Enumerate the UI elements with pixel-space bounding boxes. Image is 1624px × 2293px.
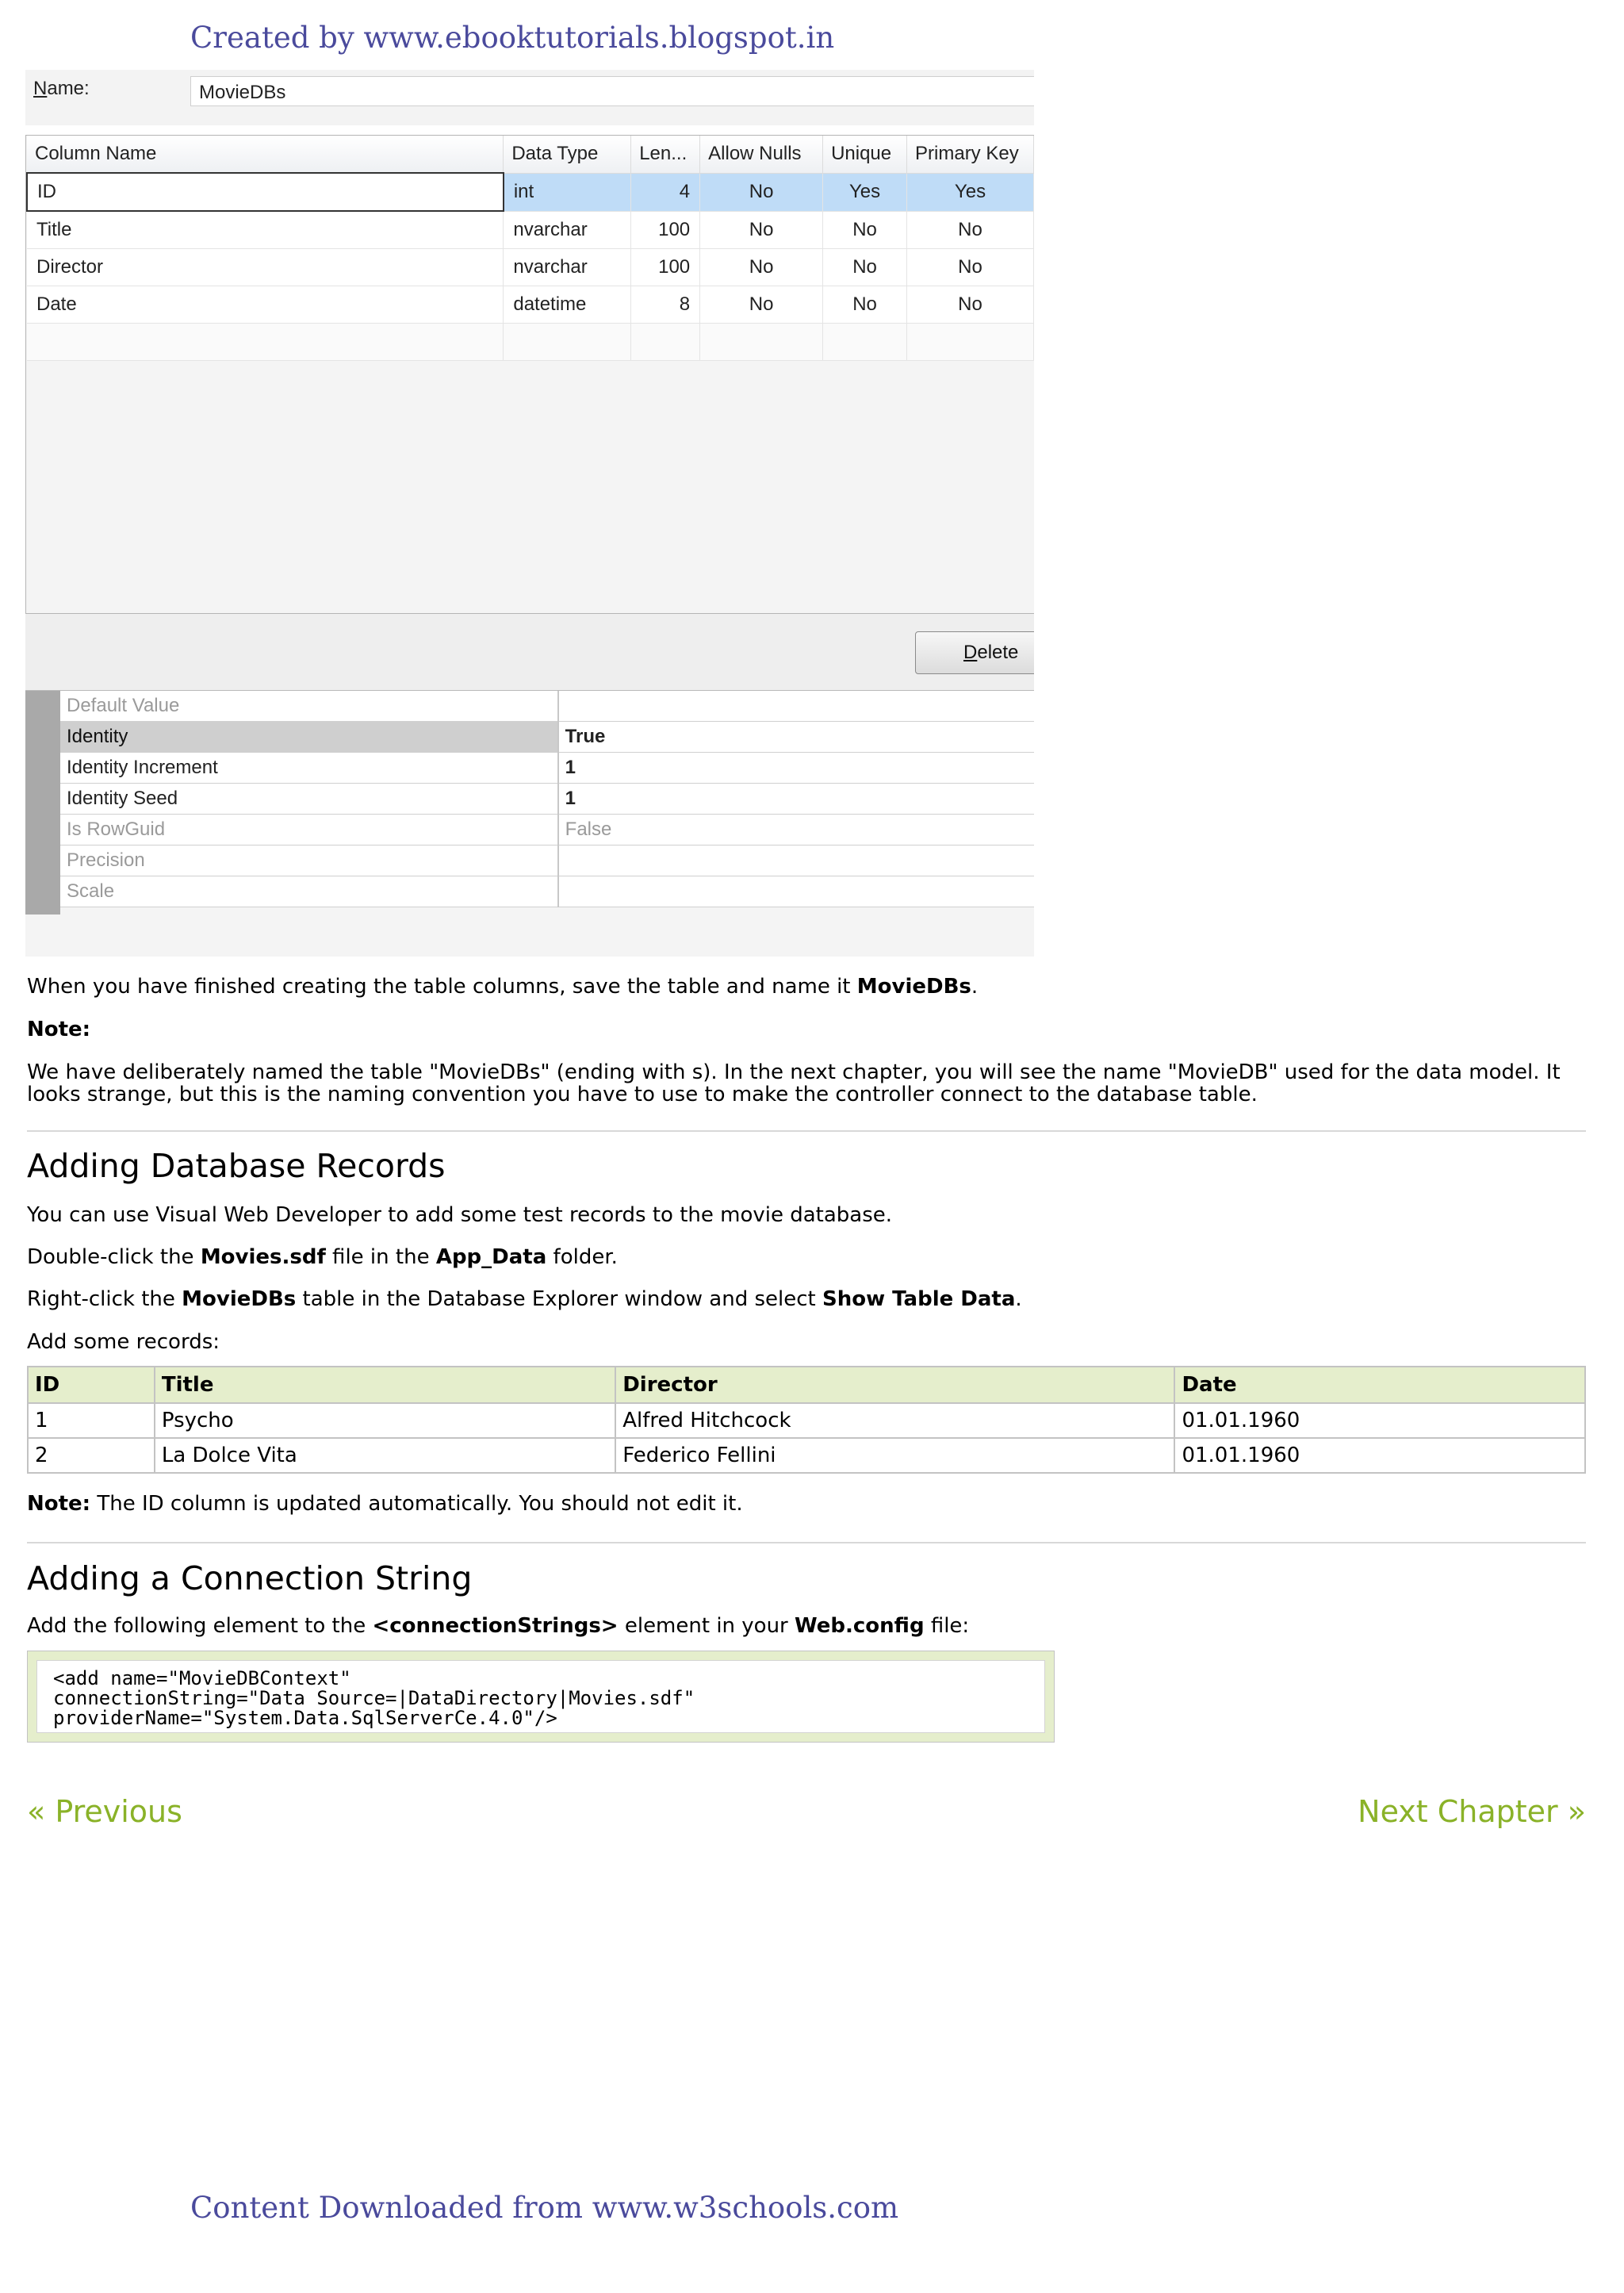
records-header-cell: Date <box>1174 1367 1585 1403</box>
primary-key-cell[interactable] <box>907 324 1034 361</box>
paragraph-add-records: Add some records: <box>27 1330 220 1354</box>
length-cell[interactable]: 100 <box>631 211 700 249</box>
table-name-input[interactable]: MovieDBs <box>190 76 1034 106</box>
unique-cell[interactable]: No <box>823 286 907 324</box>
paragraph-save-table: When you have finished creating the table columns, save the table and name it MovieDBs. <box>27 975 979 999</box>
paragraph-naming-note: We have deliberately named the table "MovieDBs" (ending with s). In the next chapter, you will see the name "MovieDB" used for the data model. It looks strange, but this is the naming convention you have to use to make the controller connect to the database table. <box>27 1060 1561 1106</box>
property-key: Identity <box>60 722 558 753</box>
footer-credit: Content Downloaded from www.w3schools.com <box>190 2191 899 2225</box>
property-value[interactable]: 1 <box>558 784 1034 815</box>
property-key: Default Value <box>60 691 558 722</box>
data-type-cell[interactable] <box>504 324 631 361</box>
property-value[interactable] <box>558 691 1034 722</box>
column-header[interactable]: Data Type <box>504 136 631 173</box>
button-band <box>25 614 1034 690</box>
heading-adding-records: Adding Database Records <box>27 1147 446 1185</box>
unique-cell[interactable]: No <box>823 249 907 286</box>
records-cell: Psycho <box>155 1403 615 1438</box>
column-row-empty[interactable] <box>27 324 1034 361</box>
column-header[interactable]: Allow Nulls <box>700 136 823 173</box>
columns-grid <box>25 135 1034 614</box>
records-cell: 01.01.1960 <box>1174 1403 1585 1438</box>
properties-gutter <box>25 691 60 915</box>
property-key: Identity Seed <box>60 784 558 815</box>
table-designer-screenshot <box>25 70 1034 957</box>
property-value[interactable]: 1 <box>558 753 1034 784</box>
unique-cell[interactable]: No <box>823 211 907 249</box>
allow-nulls-cell[interactable]: No <box>700 249 823 286</box>
column-row[interactable] <box>27 286 1034 324</box>
table-row <box>28 1438 1585 1473</box>
records-cell: Alfred Hitchcock <box>615 1403 1174 1438</box>
previous-link[interactable]: « Previous <box>27 1794 182 1829</box>
unique-cell[interactable]: Yes <box>823 173 907 211</box>
unique-cell[interactable] <box>823 324 907 361</box>
column-row-selected[interactable] <box>27 173 1034 211</box>
records-header-cell: Director <box>615 1367 1174 1403</box>
paragraph-test-records: You can use Visual Web Developer to add some test records to the movie database. <box>27 1203 893 1227</box>
property-row-selected[interactable] <box>60 722 1034 753</box>
length-cell[interactable]: 100 <box>631 249 700 286</box>
property-key: Precision <box>60 845 558 876</box>
column-name-cell[interactable]: ID <box>27 173 504 211</box>
property-value[interactable]: False <box>558 815 1034 845</box>
next-chapter-link[interactable]: Next Chapter » <box>1358 1794 1586 1829</box>
property-row[interactable] <box>60 815 1034 845</box>
property-key: Scale <box>60 876 558 907</box>
data-type-cell[interactable]: datetime <box>504 286 631 324</box>
primary-key-cell[interactable]: No <box>907 286 1034 324</box>
data-type-cell[interactable]: nvarchar <box>504 249 631 286</box>
column-header[interactable]: Column Name <box>27 136 504 173</box>
primary-key-cell[interactable]: No <box>907 249 1034 286</box>
paragraph-double-click: Double-click the Movies.sdf file in the App_Data folder. <box>27 1245 618 1269</box>
property-row[interactable] <box>60 784 1034 815</box>
property-key: Identity Increment <box>60 753 558 784</box>
length-cell[interactable]: 8 <box>631 286 700 324</box>
primary-key-cell[interactable]: Yes <box>907 173 1034 211</box>
table-name-row <box>25 70 1034 125</box>
paragraph-add-element: Add the following element to the <connectionStrings> element in your Web.config file: <box>27 1614 970 1638</box>
allow-nulls-cell[interactable]: No <box>700 211 823 249</box>
data-type-cell[interactable]: int <box>504 173 631 211</box>
divider <box>27 1542 1586 1543</box>
header-credit: Created by www.ebooktutorials.blogspot.in <box>190 21 835 55</box>
records-header-cell: Title <box>155 1367 615 1403</box>
column-header[interactable]: Unique <box>823 136 907 173</box>
column-row[interactable] <box>27 249 1034 286</box>
note-label: Note: <box>27 1018 91 1041</box>
primary-key-cell[interactable]: No <box>907 211 1034 249</box>
property-value[interactable] <box>558 876 1034 907</box>
code-example <box>27 1651 1055 1743</box>
columns-table <box>26 136 1034 361</box>
table-name-label: Name: <box>33 78 90 99</box>
table-row <box>28 1403 1585 1438</box>
divider <box>27 1130 1586 1132</box>
paragraph-id-note: Note: The ID column is updated automatically. You should not edit it. <box>27 1492 743 1516</box>
code-block: <add name="MovieDBContext" connectionString="Data Source=|DataDirectory|Movies.sdf" providerName="System.Data.SqlServerCe.4.0"/> <box>36 1660 1045 1733</box>
allow-nulls-cell[interactable]: No <box>700 173 823 211</box>
records-header-cell: ID <box>28 1367 155 1403</box>
property-row[interactable] <box>60 691 1034 722</box>
records-cell: 01.01.1960 <box>1174 1438 1585 1473</box>
length-cell[interactable]: 4 <box>631 173 700 211</box>
column-row[interactable] <box>27 211 1034 249</box>
allow-nulls-cell[interactable]: No <box>700 286 823 324</box>
records-header-row <box>28 1367 1585 1403</box>
heading-connection-string: Adding a Connection String <box>27 1559 473 1597</box>
column-header[interactable]: Len... <box>631 136 700 173</box>
records-cell: Federico Fellini <box>615 1438 1174 1473</box>
column-name-cell[interactable]: Date <box>27 286 504 324</box>
records-table <box>27 1366 1586 1474</box>
length-cell[interactable] <box>631 324 700 361</box>
property-value[interactable] <box>558 845 1034 876</box>
delete-button[interactable]: Delete <box>915 631 1034 674</box>
column-name-cell[interactable]: Title <box>27 211 504 249</box>
column-name-cell[interactable] <box>27 324 504 361</box>
paragraph-right-click: Right-click the MovieDBs table in the Database Explorer window and select Show Table Data. <box>27 1287 1022 1311</box>
properties-table <box>60 691 1034 907</box>
records-cell: 1 <box>28 1403 155 1438</box>
property-key: Is RowGuid <box>60 815 558 845</box>
data-type-cell[interactable]: nvarchar <box>504 211 631 249</box>
records-cell: La Dolce Vita <box>155 1438 615 1473</box>
allow-nulls-cell[interactable] <box>700 324 823 361</box>
property-row[interactable] <box>60 876 1034 907</box>
records-cell: 2 <box>28 1438 155 1473</box>
column-header[interactable]: Primary Key <box>907 136 1034 173</box>
property-row[interactable] <box>60 753 1034 784</box>
property-value[interactable]: True <box>558 722 1034 753</box>
property-row[interactable] <box>60 845 1034 876</box>
column-properties-panel <box>25 690 1034 957</box>
column-name-cell[interactable]: Director <box>27 249 504 286</box>
